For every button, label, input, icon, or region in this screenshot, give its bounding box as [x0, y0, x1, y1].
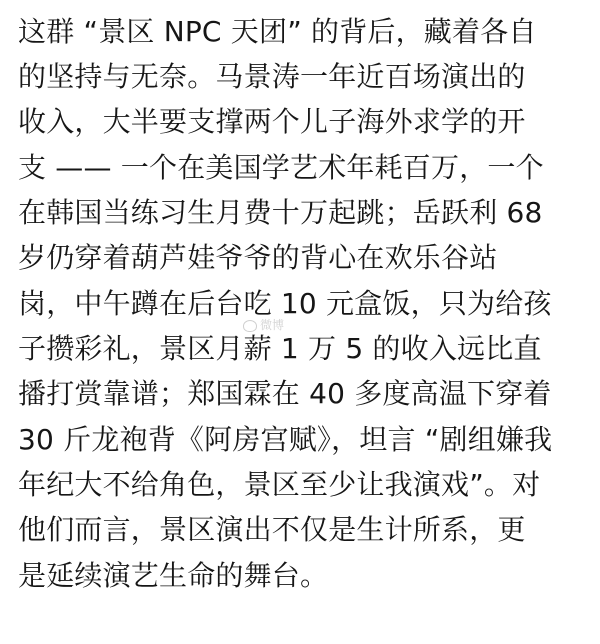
- paragraph-line: 他们而言，景区演出不仅是生计所系，更: [18, 513, 526, 546]
- paragraph-line: 收入，大半要支撑两个儿子海外求学的开: [18, 105, 526, 138]
- paragraph-line: 是延续演艺生命的舞台。: [18, 559, 329, 592]
- paragraph-line: 30 斤龙袍背《阿房宫赋》，坦言 “剧组嫌我: [18, 423, 553, 456]
- paragraph-line: 播打赏靠谱；郑国霖在 40 多度高温下穿着: [18, 377, 552, 410]
- paragraph-line: 在韩国当练习生月费十万起跳；岳跃利 68: [18, 196, 543, 229]
- watermark-text: 微博: [260, 318, 285, 332]
- paragraph-line: 年纪大不给角色，景区至少让我演戏”。对: [18, 468, 541, 501]
- paragraph-line: 的坚持与无奈。马景涛一年近百场演出的: [18, 60, 526, 93]
- paragraph-line: 这群 “景区 NPC 天团” 的背后，藏着各自: [18, 15, 537, 48]
- paragraph-line: 支 —— 一个在美国学艺术年耗百万，一个: [18, 151, 544, 184]
- paragraph-line: 子攒彩礼，景区月薪 1 万 5 的收入远比直: [18, 332, 542, 365]
- paragraph-line: 岗，中午蹲在后台吃 10 元盒饭，只为给孩: [18, 287, 552, 320]
- article-body: [18, 0, 588, 644]
- paragraph-line: 岁仍穿着葫芦娃爷爷的背心在欢乐谷站: [18, 241, 498, 274]
